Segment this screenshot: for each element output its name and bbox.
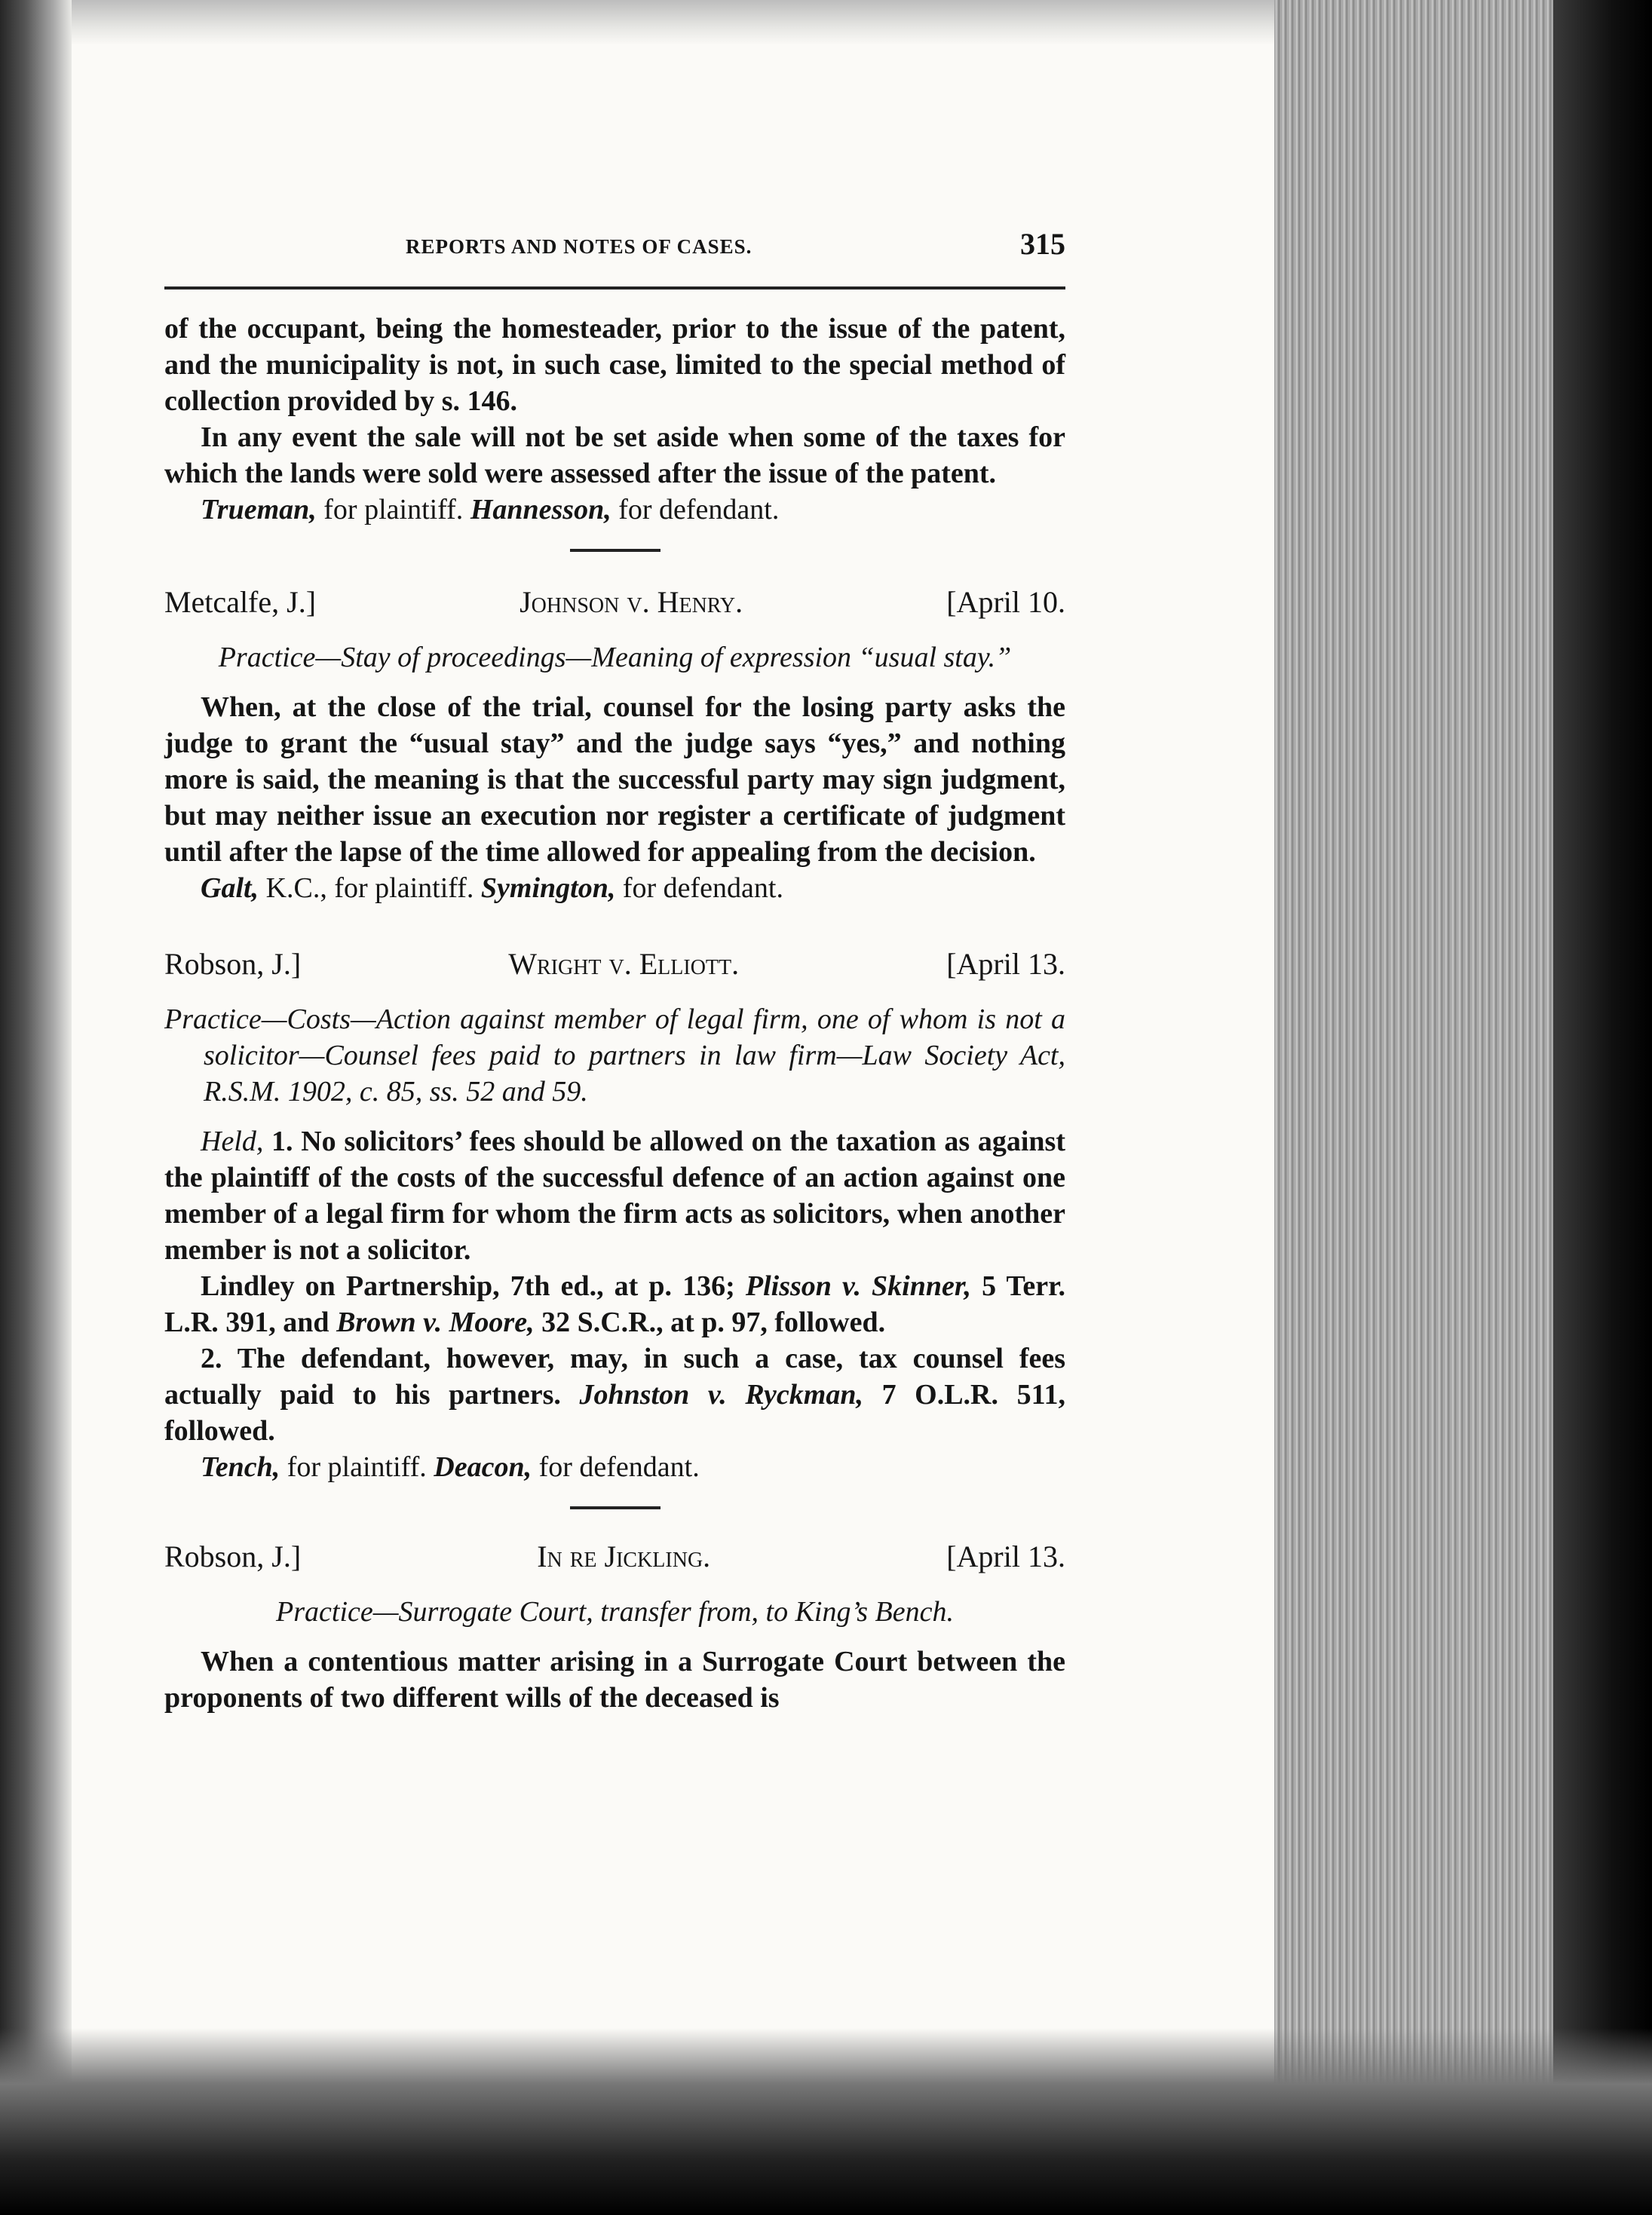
- held-text: 1. No solicitors’ fees should be allowed on the taxation as against the plaintiff of the costs of the successful defence of an action against one member of a legal firm for whom the firm acts as solicitors, when another member is not a solicitor.: [164, 1126, 1065, 1266]
- counsel-plaintiff-name: Galt,: [201, 872, 259, 904]
- case-authorities: [164, 1268, 1065, 1340]
- authority-text: 7 O.L.R. 511, followed.: [164, 1379, 1065, 1447]
- intro-paragraph-1: of the occupant, being the homesteader, prior to the issue of the patent, and the municipality is not, in such case, limited to the special method of collection provided by s. 146.: [164, 313, 1065, 417]
- case-judge: Metcalfe, J.]: [164, 585, 317, 619]
- case-holding: When a contentious matter arising in a Surrogate Court between the proponents of two different wills of the deceased is: [164, 1646, 1065, 1714]
- authority-text: Lindley on Partnership, 7th ed., at p. 136;: [201, 1270, 735, 1302]
- case-counsel-line: [164, 870, 1065, 906]
- held-label: Held,: [201, 1126, 264, 1157]
- case-holding-2: [164, 1340, 1065, 1449]
- authority-text: 5 Terr. L.R. 391, and: [164, 1270, 1066, 1338]
- case-holding-1: [164, 1123, 1065, 1268]
- case-judge: Robson, J.]: [164, 947, 302, 981]
- authority-case: Plisson v. Skinner,: [745, 1270, 972, 1302]
- counsel-defendant-role: for defendant.: [538, 1451, 700, 1483]
- section-divider: [570, 549, 660, 552]
- authority-text: 32 S.C.R., at p. 97, followed.: [541, 1307, 886, 1338]
- case-holding: When, at the close of the trial, counsel for the losing party asks the judge to grant the “usual stay” and the judge says “yes,” and nothing more is said, the meaning is that the successful party may sign judgment, but may neither issue an execution nor register a certificate of judgment until after the lapse of the time allowed for appealing from the decision.: [164, 691, 1065, 868]
- running-head: [164, 219, 1065, 264]
- authority-case: Brown v. Moore,: [336, 1307, 535, 1338]
- counsel-plaintiff-name: Tench,: [201, 1451, 280, 1483]
- scan-right-shadow: [1553, 0, 1652, 2215]
- counsel-plaintiff-name: Trueman,: [201, 494, 317, 525]
- intro-counsel-line: [164, 492, 1065, 528]
- case-date: [April 13.: [946, 1539, 1065, 1573]
- page-body: [164, 311, 1065, 1716]
- case-header-johnson: [164, 584, 1065, 621]
- case-judge: Robson, J.]: [164, 1539, 302, 1573]
- header-rule: [164, 286, 1065, 290]
- case-subject: Practice—Costs—Action against member of legal firm, one of whom is not a solicitor—Counsel fees paid to partners in law firm—Law Society Act, R.S.M. 1902, c. 85, ss. 52 and 59.: [164, 1003, 1065, 1108]
- held-text: 2. The defendant, however, may, in such a case, tax counsel fees actually paid to his partners.: [164, 1343, 1065, 1411]
- authority-case: Johnston v. Ryckman,: [579, 1379, 863, 1411]
- case-title: Wright v. Elliott.: [508, 947, 740, 981]
- case-header-wright: [164, 945, 1065, 983]
- page-number: 315: [1020, 227, 1065, 261]
- counsel-defendant-name: Hannesson,: [470, 494, 611, 525]
- running-title: REPORTS AND NOTES OF CASES.: [406, 235, 752, 258]
- intro-paragraph-2: In any event the sale will not be set aside when some of the taxes for which the lands were sold were assessed after the issue of the patent.: [164, 421, 1065, 489]
- counsel-defendant-role: for defendant.: [618, 494, 780, 525]
- case-date: [April 10.: [946, 585, 1065, 619]
- counsel-plaintiff-role: K.C., for plaintiff.: [265, 872, 474, 904]
- counsel-plaintiff-role: for plaintiff.: [323, 494, 464, 525]
- section-divider: [570, 1506, 660, 1509]
- scan-left-edge: [0, 0, 72, 2215]
- case-title: In re Jickling.: [537, 1539, 711, 1573]
- counsel-defendant-name: Symington,: [480, 872, 616, 904]
- counsel-defendant-role: for defendant.: [622, 872, 783, 904]
- scan-top-edge: [0, 0, 1282, 45]
- case-header-jickling: [164, 1538, 1065, 1576]
- counsel-defendant-name: Deacon,: [434, 1451, 532, 1483]
- scan-bottom-edge: [0, 2028, 1652, 2215]
- counsel-plaintiff-role: for plaintiff.: [287, 1451, 427, 1483]
- case-title: Johnson v. Henry.: [520, 585, 743, 619]
- case-subject: Practice—Stay of proceedings—Meaning of expression “usual stay.”: [218, 642, 1012, 673]
- case-subject: Practice—Surrogate Court, transfer from, to King’s Bench.: [276, 1596, 954, 1628]
- book-page: [164, 219, 1066, 1714]
- case-counsel-line: [164, 1449, 1065, 1485]
- case-date: [April 13.: [946, 947, 1065, 981]
